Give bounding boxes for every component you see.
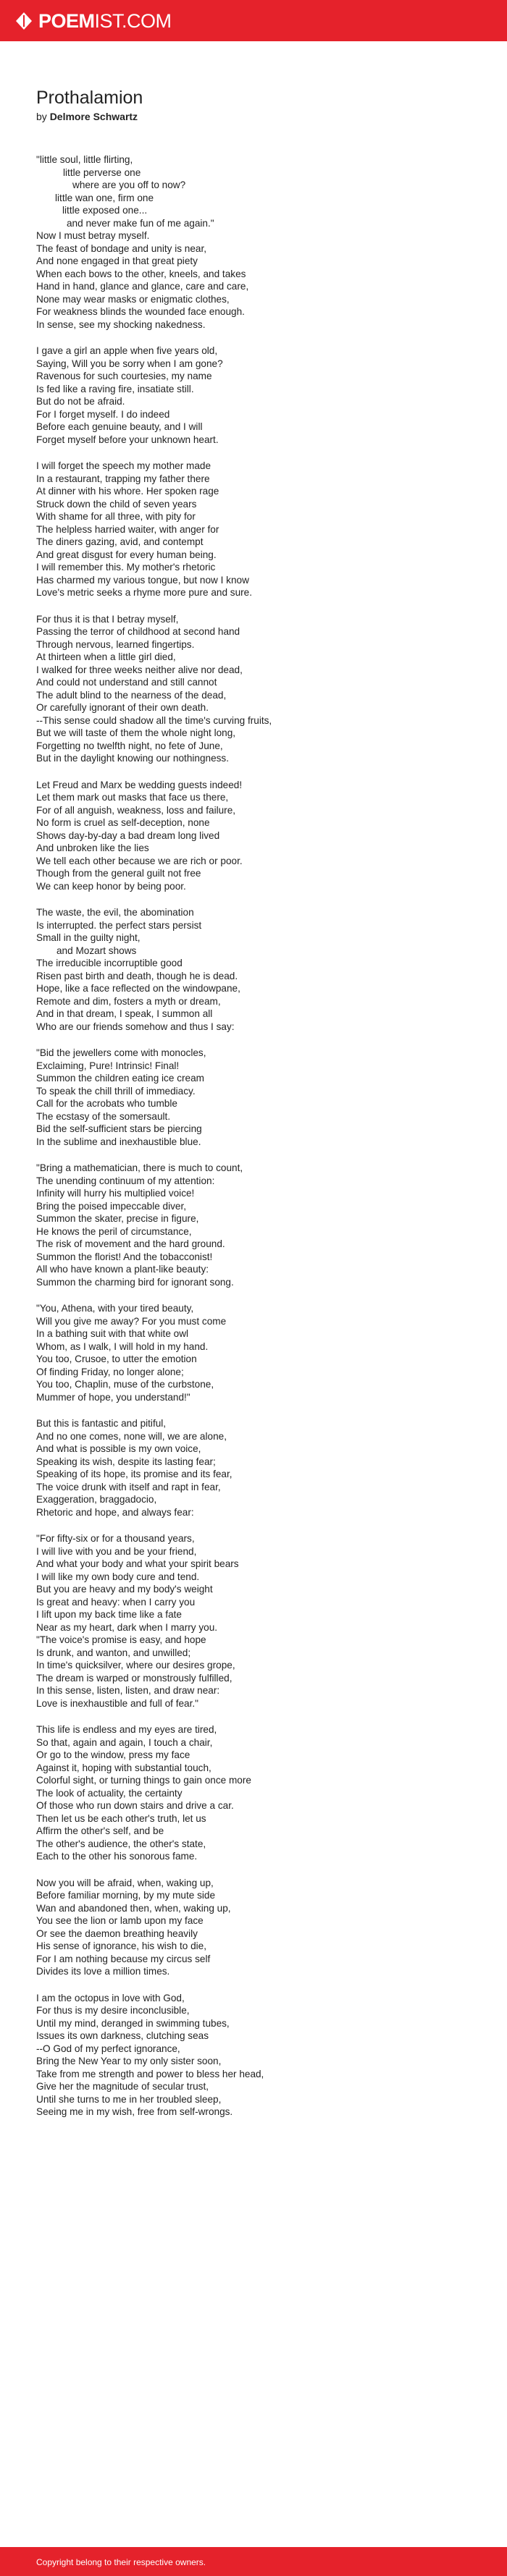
- poem-line: Let them mark out masks that face us there,: [36, 792, 229, 803]
- poem-line: In a bathing suit with that white owl: [36, 1328, 189, 1339]
- poem-line: Whom, as I walk, I will hold in my hand.: [36, 1340, 209, 1352]
- poem-line: To speak the chill thrill of immediacy.: [36, 1085, 196, 1097]
- poem-line: For of all anguish, weakness, loss and failure,: [36, 804, 236, 816]
- poem-line: Bring the New Year to my only sister soon,: [36, 2056, 222, 2066]
- poem-line: Before familiar morning, by my mute side: [36, 1890, 216, 1901]
- poem-line: Passing the terror of childhood at second hand: [36, 626, 240, 637]
- poem-line: Of those who run down stairs and drive a car.: [36, 1800, 234, 1811]
- poem-line: I walked for three weeks neither alive nor dead,: [36, 664, 243, 675]
- poem-line: I will remember this. My mother's rhetoric: [36, 562, 216, 573]
- poem-line: Infinity will hurry his multiplied voice!: [36, 1188, 195, 1199]
- poem-line: In a restaurant, trapping my father there: [36, 473, 210, 484]
- poem-line: The dream is warped or monstrously fulfilled,: [36, 1672, 232, 1684]
- poem-line: The diners gazing, avid, and contempt: [36, 536, 204, 547]
- poem-line: The feast of bondage and unity is near,: [36, 242, 207, 254]
- poem-line: Let Freud and Marx be wedding guests indeed!: [36, 779, 243, 790]
- poem-line: His sense of ignorance, his wish to die,: [36, 1941, 206, 1951]
- poem-line: But in the daylight knowing our nothingness.: [36, 753, 230, 764]
- poem-line: Then let us be each other's truth, let us: [36, 1812, 206, 1824]
- poem-stanza: [36, 779, 471, 893]
- poem-line: Speaking its wish, despite its lasting fear;: [36, 1456, 216, 1467]
- author-link[interactable]: Delmore Schwartz: [49, 111, 138, 122]
- poem-line: You too, Chaplin, muse of the curbstone,: [36, 1379, 214, 1390]
- poem-line: "Bid the jewellers come with monocles,: [36, 1047, 206, 1058]
- poem-stanza: [36, 1417, 471, 1519]
- poem-line: I gave a girl an apple when five years old,: [36, 345, 218, 356]
- poem-line: Summon the skater, precise in figure,: [36, 1213, 199, 1224]
- poem-line: Is fed like a raving fire, insatiate still.: [36, 383, 194, 394]
- poem-stanza: [36, 1992, 471, 2119]
- poem-line: For I am nothing because my circus self: [36, 1953, 211, 1964]
- poem-line: Of finding Friday, no longer alone;: [36, 1366, 184, 1377]
- poem-line: "The voice's promise is easy, and hope: [36, 1634, 206, 1645]
- poem-line: Will you give me away? For you must come: [36, 1315, 227, 1327]
- poem-line: You too, Crusoe, to utter the emotion: [36, 1354, 197, 1364]
- poem-line: --O God of my perfect ignorance,: [36, 2043, 180, 2054]
- footer-copyright: Copyright belong to their respective owners.: [36, 2557, 206, 2567]
- poem-line: Who are our friends somehow and thus I say:: [36, 1021, 235, 1032]
- poem-line: But do not be afraid.: [36, 396, 125, 407]
- poem-line: The ecstasy of the somersault.: [36, 1110, 171, 1122]
- poem-line: And great disgust for every human being.: [36, 549, 217, 560]
- poem-line: little perverse one: [63, 166, 141, 178]
- poem-line: Bring the poised impeccable diver,: [36, 1200, 187, 1212]
- logo-text-light: IST.COM: [94, 10, 172, 32]
- poem-line: Exclaiming, Pure! Intrinsic! Final!: [36, 1060, 180, 1071]
- poem-line: The helpless harried waiter, with anger for: [36, 523, 219, 535]
- poem-line: This life is endless and my eyes are tired,: [36, 1724, 217, 1735]
- poem-line: Summon the charming bird for ignorant song.: [36, 1276, 234, 1288]
- poem-line: And none engaged in that great piety: [36, 256, 198, 266]
- quill-logo-icon: [14, 12, 33, 30]
- poem-stanza: [36, 1047, 471, 1148]
- poem-line: For thus it is that I betray myself,: [36, 613, 179, 625]
- poem-line: little wan one, firm one: [55, 192, 154, 203]
- poem-line: Remote and dim, fosters a myth or dream,: [36, 995, 221, 1007]
- site-header: [0, 0, 507, 41]
- poem-line: And unbroken like the lies: [36, 843, 149, 853]
- poem-line: So that, again and again, I touch a chair,: [36, 1736, 213, 1748]
- poem-line: We can keep honor by being poor.: [36, 880, 186, 892]
- poem-line: Small in the guilty night,: [36, 932, 141, 943]
- poem-line: For weakness blinds the wounded face enough.: [36, 306, 245, 317]
- poem-line: Near as my heart, dark when I marry you.: [36, 1621, 218, 1633]
- poem-line: The irreducible incorruptible good: [36, 958, 183, 968]
- poem-line: He knows the peril of circumstance,: [36, 1225, 192, 1237]
- poem-line: "You, Athena, with your tired beauty,: [36, 1303, 194, 1314]
- poem-line: Has charmed my various tongue, but now I know: [36, 574, 249, 586]
- poem-line: I am the octopus in love with God,: [36, 1992, 185, 2003]
- poem-line: We tell each other because we are rich or poor.: [36, 855, 243, 866]
- poem-stanza: [36, 345, 471, 446]
- poem-line: and Mozart shows: [56, 945, 137, 956]
- poem-stanza: [36, 1302, 471, 1403]
- poem-line: None may wear masks or enigmatic clothes,: [36, 293, 230, 305]
- poem-line: Saying, Will you be sorry when I am gone?: [36, 358, 223, 369]
- poem-line: Through nervous, learned fingertips.: [36, 638, 195, 650]
- poem-line: Before each genuine beauty, and I will: [36, 421, 203, 432]
- poem-line: I will live with you and be your friend,: [36, 1545, 197, 1557]
- poem-line: and never make fun of me again.": [67, 217, 214, 229]
- poem-line: Or go to the window, press my face: [36, 1749, 190, 1760]
- poem-line: The adult blind to the nearness of the dead,: [36, 689, 227, 701]
- poem-line: Struck down the child of seven years: [36, 498, 197, 510]
- poem-line: Each to the other his sonorous fame.: [36, 1851, 198, 1862]
- poem-line: Divides its love a million times.: [36, 1966, 170, 1977]
- poem-line: Or carefully ignorant of their own death.: [36, 702, 209, 713]
- poem-line: But you are heavy and my body's weight: [36, 1584, 213, 1595]
- poem-line: At thirteen when a little girl died,: [36, 651, 176, 662]
- poem-stanza: [36, 153, 471, 331]
- logo-text-bold: POEM: [38, 10, 95, 32]
- poem-line: "For fifty-six or for a thousand years,: [36, 1533, 195, 1544]
- poem-line: Summon the florist! And the tobacconist!: [36, 1251, 213, 1262]
- poem-line: For thus is my desire inconclusible,: [36, 2005, 190, 2016]
- poem-line: I will forget the speech my mother made: [36, 460, 211, 471]
- poem-line: And in that dream, I speak, I summon all: [36, 1008, 213, 1019]
- poem-line: Shows day-by-day a bad dream long lived: [36, 829, 220, 841]
- poem-line: I will like my own body cure and tend.: [36, 1571, 200, 1582]
- poem-line: Speaking of its hope, its promise and its fear,: [36, 1469, 232, 1479]
- poem-stanza: [36, 1723, 471, 1863]
- poem-line: Call for the acrobats who tumble: [36, 1098, 177, 1109]
- poem-line: Wan and abandoned then, when, waking up,: [36, 1902, 231, 1914]
- poem-line: Hand in hand, glance and glance, care and care,: [36, 281, 249, 292]
- poem-line: Love is inexhaustible and full of fear.": [36, 1697, 198, 1709]
- poem-line: Ravenous for such courtesies, my name: [36, 371, 212, 381]
- poem-container: [36, 87, 471, 2132]
- poem-line: Or see the daemon breathing heavily: [36, 1927, 198, 1939]
- poem-line: Until my mind, deranged in swimming tubes,: [36, 2017, 230, 2029]
- poem-line: Issues its own darkness, clutching seas: [36, 2030, 209, 2041]
- poem-stanza: [36, 1532, 471, 1710]
- poem-line: Risen past birth and death, though he is dead.: [36, 970, 238, 981]
- poem-line: With shame for all three, with pity for: [36, 511, 196, 522]
- site-logo[interactable]: [14, 9, 172, 33]
- poem-line: In the sublime and inexhaustible blue.: [36, 1136, 201, 1147]
- poem-stanza: [36, 1162, 471, 1288]
- by-label: by: [36, 111, 47, 122]
- poem-line: When each bows to the other, kneels, and takes: [36, 268, 246, 279]
- site-footer: [0, 2547, 507, 2576]
- poem-line: where are you off to now?: [72, 180, 186, 190]
- poem-line: Now I must betray myself.: [36, 230, 150, 241]
- poem-line: But this is fantastic and pitiful,: [36, 1418, 167, 1429]
- poem-line: For I forget myself. I do indeed: [36, 408, 170, 420]
- poem-line: Is drunk, and wanton, and unwilled;: [36, 1647, 191, 1658]
- poem-stanza: [36, 613, 471, 765]
- poem-line: Love's metric seeks a rhyme more pure and sure.: [36, 587, 253, 598]
- poem-line: Give her the magnitude of secular trust,: [36, 2081, 209, 2092]
- poem-line: "Bring a mathematician, there is much to count,: [36, 1162, 243, 1173]
- poem-line: The other's audience, the other's state,: [36, 1838, 206, 1849]
- poem-line: Bid the self-sufficient stars be piercing: [36, 1123, 202, 1134]
- poem-line: Though from the general guilt not free: [36, 868, 201, 879]
- poem-line: Hope, like a face reflected on the windowpane,: [36, 983, 240, 994]
- poem-line: You see the lion or lamb upon my face: [36, 1915, 204, 1926]
- poem-line: And no one comes, none will, we are alone,: [36, 1430, 227, 1442]
- poem-line: And what is possible is my own voice,: [36, 1443, 201, 1454]
- poem-body: [36, 153, 471, 2119]
- poem-line: All who have known a plant-like beauty:: [36, 1264, 209, 1275]
- poem-line: But we will taste of them the whole night long,: [36, 727, 236, 738]
- poem-line: Seeing me in my wish, free from self-wrongs.: [36, 2106, 233, 2117]
- poem-line: The voice drunk with itself and rapt in fear,: [36, 1481, 221, 1492]
- poem-byline: [36, 110, 471, 123]
- poem-line: Forgetting no twelfth night, no fete of June,: [36, 740, 223, 751]
- poem-stanza: [36, 906, 471, 1033]
- poem-stanza: [36, 460, 471, 599]
- poem-line: little exposed one...: [62, 205, 148, 216]
- poem-line: Is great and heavy: when I carry you: [36, 1596, 196, 1608]
- poem-line: Exaggeration, braggadocio,: [36, 1494, 157, 1505]
- poem-line: At dinner with his whore. Her spoken rage: [36, 486, 219, 497]
- poem-line: In this sense, listen, listen, and draw near:: [36, 1685, 220, 1696]
- poem-line: Take from me strength and power to bless her head,: [36, 2068, 264, 2079]
- poem-line: Against it, hoping with substantial touch,: [36, 1762, 211, 1773]
- poem-line: In sense, see my shocking nakedness.: [36, 318, 206, 330]
- poem-line: And what your body and what your spirit bears: [36, 1558, 239, 1569]
- poem-line: Forget myself before your unknown heart.: [36, 434, 219, 445]
- poem-line: The unending continuum of my attention:: [36, 1175, 215, 1186]
- poem-line: The waste, the evil, the abomination: [36, 907, 194, 918]
- poem-line: Is interrupted. the perfect stars persist: [36, 919, 202, 931]
- poem-line: "little soul, little flirting,: [36, 154, 133, 165]
- poem-line: Mummer of hope, you understand!": [36, 1391, 190, 1403]
- poem-line: --This sense could shadow all the time's curving fruits,: [36, 714, 272, 726]
- poem-line: And could not understand and still cannot: [36, 677, 217, 688]
- poem-line: Colorful sight, or turning things to gain once more: [36, 1775, 251, 1786]
- poem-line: No form is cruel as self-deception, none: [36, 817, 210, 828]
- poem-line: Until she turns to me in her troubled sleep,: [36, 2093, 222, 2105]
- poem-line: In time's quicksilver, where our desires grope,: [36, 1660, 235, 1671]
- logo-text: [38, 9, 172, 33]
- poem-line: Now you will be afraid, when, waking up,: [36, 1877, 214, 1888]
- poem-line: Affirm the other's self, and be: [36, 1825, 164, 1836]
- poem-line: The look of actuality, the certainty: [36, 1787, 183, 1799]
- poem-stanza: [36, 1877, 471, 1978]
- poem-line: I lift upon my back time like a fate: [36, 1609, 182, 1620]
- poem-line: Summon the children eating ice cream: [36, 1073, 204, 1084]
- poem-line: The risk of movement and the hard ground.: [36, 1238, 225, 1249]
- poem-line: Rhetoric and hope, and always fear:: [36, 1506, 194, 1518]
- poem-title: Prothalamion: [36, 88, 143, 108]
